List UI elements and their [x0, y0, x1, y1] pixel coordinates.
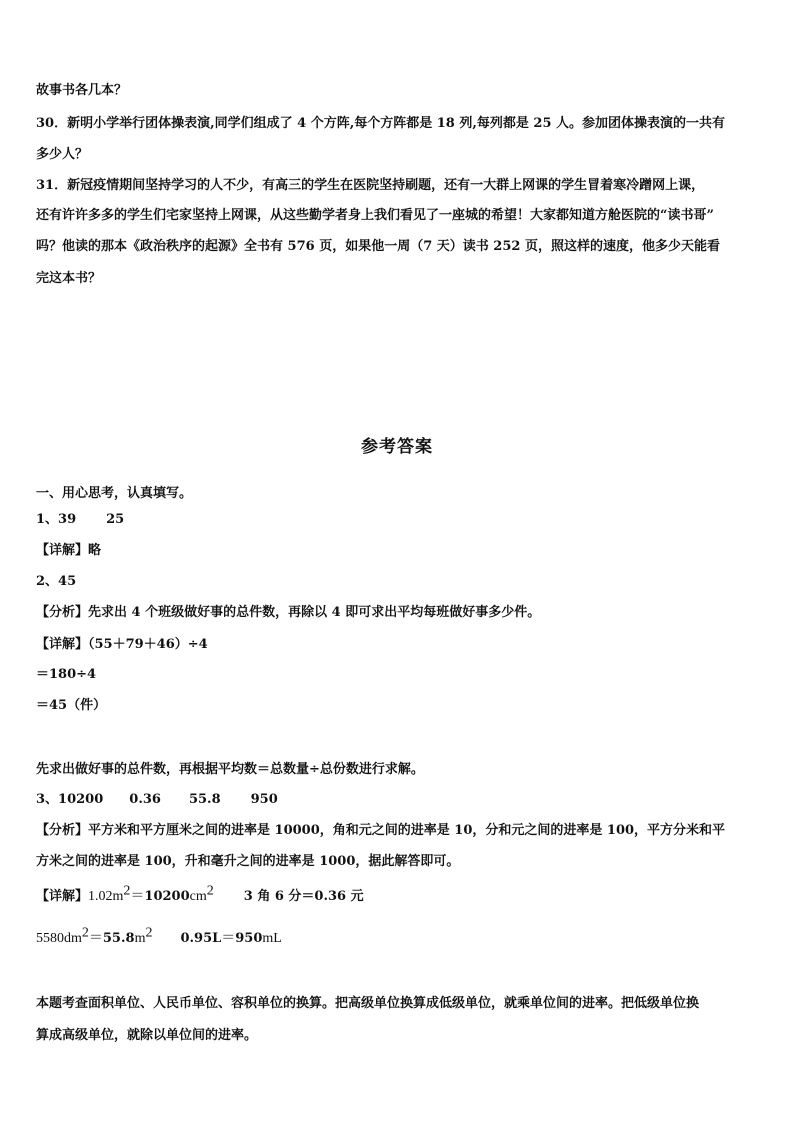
answer-1-values: [36, 511, 764, 529]
eq3-unit-sup: 2: [145, 925, 153, 941]
answer-2-detail-1: 【详解】（55＋79＋46）÷4: [36, 637, 208, 652]
question-31-line-2: 还有许许多多的学生们宅家坚持上网课，从这些勤学者身上我们看见了一座城的希望！大家都知道方舱医院的“读书哥”: [36, 208, 714, 223]
eq3-equals: ＝: [88, 931, 103, 946]
answer-3-summary-2: 算成高级单位，就除以单位间的进率。: [36, 1028, 258, 1043]
answer-3-v3: 55.8: [188, 792, 221, 807]
answer-2-detail-2: ＝180÷4: [36, 667, 97, 682]
question-31-line-3: 吗？他读的那本《政治秩序的起源》全书有 576 页，如果他一周（7 天）读书 252 页，照这样的速度，他多少天能看: [36, 239, 720, 254]
answer-2-value: 2、45: [36, 574, 77, 589]
question-31-line-4: 完这本书？: [36, 271, 102, 286]
answer-3-v2: 0.36: [129, 792, 161, 807]
eq1-unit: cm: [189, 889, 207, 904]
section-1-heading: 一、用心思考，认真填写。: [36, 486, 193, 501]
answer-3-values: [36, 791, 764, 809]
answer-3-detail-label: 【详解】: [36, 889, 89, 904]
answer-2-analysis: 【分析】先求出 4 个班级做好事的总件数，再除以 4 即可求出平均每班做好事多少件。: [36, 605, 541, 620]
answer-2-summary: 先求出做好事的总件数，再根据平均数＝总数量÷总份数进行求解。: [36, 762, 424, 777]
eq4-right: 950: [235, 931, 263, 946]
eq2: 3 角 6 分＝0.36 元: [243, 889, 364, 904]
question-tail-line: 故事书各几本？: [36, 83, 128, 98]
answer-3-summary-1: 本题考查面积单位、人民币单位、容积单位的换算。把高级单位换算成低级单位，就乘单位间的进率。把低级单位换: [36, 996, 700, 1011]
eq1-left-sup: 2: [123, 883, 131, 899]
answer-2-detail-3: ＝45（件）: [36, 698, 107, 713]
eq1-unit-sup: 2: [206, 883, 214, 899]
eq1-left: 1.02m: [88, 889, 124, 904]
eq1-equals: ＝: [130, 889, 145, 904]
answer-3-analysis-1: 【分析】平方米和平方厘米之间的进率是 10000，角和元之间的进率是 10，分和元之间的进率是 100，平方分米和平: [36, 823, 726, 838]
answer-3-v1: 3、10200: [36, 792, 104, 807]
eq4-equals: ＝: [221, 931, 236, 946]
answer-1-detail: 【详解】略: [36, 543, 102, 558]
question-31-line-1: 31．新冠疫情期间坚持学习的人不少，有高三的学生在医院坚持刷题，还有一大群上网课的学生冒着寒冷蹭网上课，: [36, 178, 705, 193]
answer-3-detail-line-1: [36, 883, 764, 906]
eq4-left: 0.95L: [180, 931, 222, 946]
answer-3-detail-line-2: [36, 925, 764, 948]
eq4-unit: mL: [262, 931, 282, 946]
eq3-left: 5580dm: [36, 931, 82, 946]
eq1-right: 10200: [144, 889, 190, 904]
answer-1-second: 25: [106, 512, 125, 527]
question-30-line-2: 多少人？: [36, 147, 89, 162]
eq3-right: 55.8: [102, 931, 135, 946]
answer-3-v4: 950: [250, 792, 278, 807]
question-30-line-1: 30．新明小学举行团体操表演,同学们组成了 4 个方阵,每个方阵都是 18 列,每列都是 25 人。参加团体操表演的一共有: [36, 116, 726, 131]
answers-title: 参考答案: [361, 437, 433, 457]
answer-1-first: 1、39: [36, 512, 77, 527]
answer-3-analysis-2: 方米之间的进率是 100，升和毫升之间的进率是 1000，据此解答即可。: [36, 854, 460, 869]
eq3-unit: m: [134, 931, 146, 946]
eq3-left-sup: 2: [81, 925, 89, 941]
